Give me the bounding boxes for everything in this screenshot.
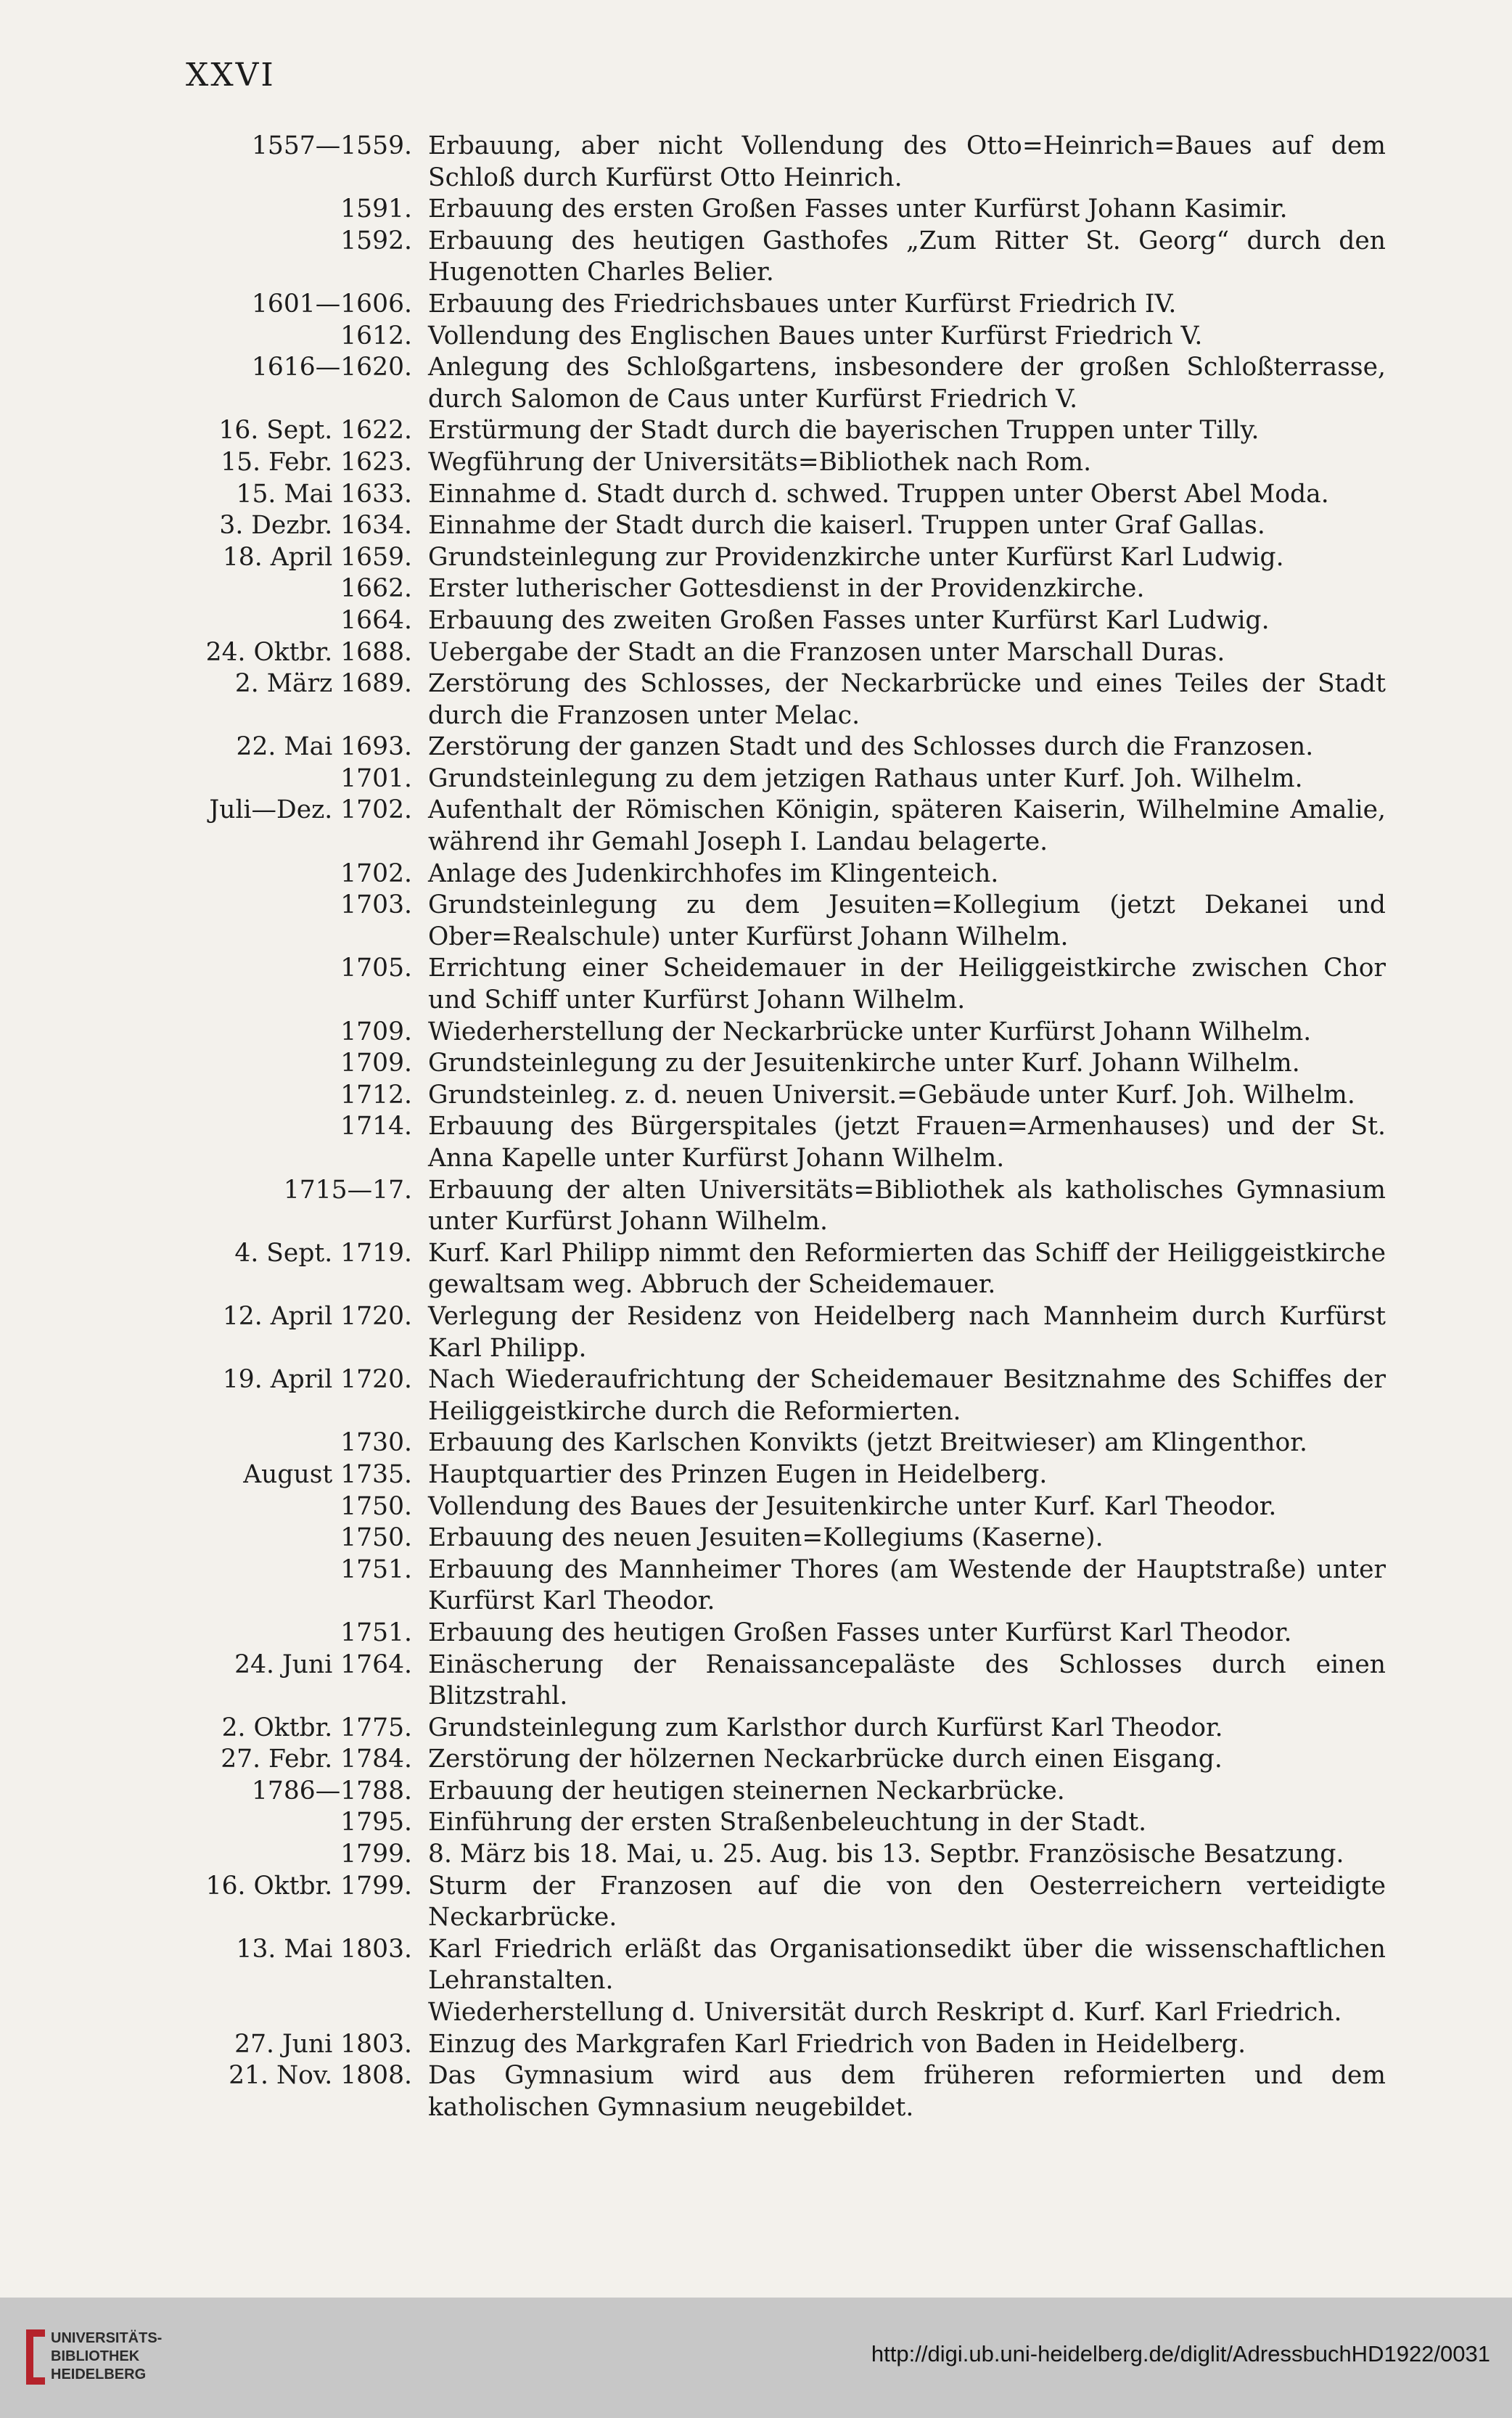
chronology-entry (167, 1175, 1386, 1238)
entry-date: 1715—17. (283, 1175, 412, 1205)
chronology-entry (167, 1080, 1386, 1112)
chronology-entry (167, 1713, 1386, 1745)
entry-date: 4. Sept. 1719. (234, 1238, 412, 1268)
entry-date: 24. Juni 1764. (234, 1649, 412, 1679)
entry-date: 24. Oktbr. 1688. (205, 637, 412, 667)
entry-date: 1557—1559. (251, 131, 412, 160)
chronology-entry (167, 731, 1386, 763)
chronology-entry (167, 1238, 1386, 1301)
entry-text: Vollendung des Englischen Baues unter Kurfürst Friedrich V. (428, 321, 1203, 351)
chronology-entry (167, 447, 1386, 479)
entry-text: Erbauung, aber nicht Vollendung des Otto=Heinrich=Baues auf dem Schloß durch Kurfürst Otto Heinrich. (428, 131, 1386, 192)
entry-text: Einzug des Markgrafen Karl Friedrich von Baden in Heidelberg. (428, 2029, 1246, 2059)
entry-text: Grundsteinleg. z. d. neuen Universit.=Gebäude unter Kurf. Joh. Wilhelm. (428, 1080, 1355, 1110)
chronology-entry (167, 415, 1386, 447)
chronology-entry (167, 763, 1386, 795)
entry-date: 16. Oktbr. 1799. (205, 1871, 412, 1901)
entry-date: 15. Mai 1633. (236, 479, 412, 509)
entry-date: 3. Dezbr. 1634. (219, 511, 412, 541)
entry-date: 13. Mai 1803. (236, 1934, 412, 1964)
entry-text: Einnahme der Stadt durch die kaiserl. Truppen unter Graf Gallas. (428, 511, 1265, 541)
entry-date: 2. Oktbr. 1775. (221, 1713, 412, 1742)
entry-text: Erbauung des zweiten Großen Fasses unter Kurfürst Karl Ludwig. (428, 605, 1270, 635)
entry-text: Karl Friedrich erläßt das Organisationsedikt über die wissenschaftlichen Lehranstalten. (428, 1934, 1386, 1996)
entry-date: 1751. (340, 1618, 412, 1647)
entry-date: 1703. (340, 890, 412, 920)
entry-text: Grundsteinlegung zu der Jesuitenkirche unter Kurf. Johann Wilhelm. (428, 1049, 1300, 1078)
chronology-entry (167, 1934, 1386, 1997)
entry-date: 18. April 1659. (222, 542, 412, 572)
entry-text: Verlegung der Residenz von Heidelberg nach Mannheim durch Kurfürst Karl Philipp. (428, 1301, 1386, 1363)
entry-date: 27. Juni 1803. (234, 2029, 412, 2059)
chronology-entry (167, 2029, 1386, 2061)
entry-text: Hauptquartier des Prinzen Eugen in Heidelberg. (428, 1459, 1048, 1489)
entry-date: 1795. (340, 1808, 412, 1837)
chronology-entry (167, 1618, 1386, 1649)
entry-text: Wiederherstellung d. Universität durch Reskript d. Kurf. Karl Friedrich. (428, 1998, 1342, 2028)
entry-text: Grundsteinlegung zu dem jetzigen Rathaus unter Kurf. Joh. Wilhelm. (428, 763, 1303, 793)
entry-date: 1664. (340, 605, 412, 635)
entry-date: 1709. (340, 1017, 412, 1046)
entry-text: Anlage des Judenkirchhofes im Klingenteich. (428, 858, 999, 888)
entry-date: August 1735. (243, 1459, 412, 1489)
chronology-entry (167, 1491, 1386, 1523)
chronology-entry (167, 479, 1386, 511)
entry-date: 22. Mai 1693. (236, 732, 412, 762)
chronology-entry (167, 1839, 1386, 1871)
entry-text: Erbauung des Mannheimer Thores (am Westende der Hauptstraße) unter Kurfürst Karl Theodor. (428, 1554, 1386, 1616)
chronology-entry (167, 1048, 1386, 1080)
chronology-entry (167, 1017, 1386, 1049)
institution-line: BIBLIOTHEK (51, 2348, 140, 2364)
chronology-entry (167, 795, 1386, 858)
entry-text: Aufenthalt der Römischen Königin, späteren Kaiserin, Wilhelmine Amalie, während ihr Gemahl Joseph I. Landau belagerte. (428, 795, 1386, 857)
entry-text: Zerstörung der ganzen Stadt und des Schlosses durch die Franzosen. (428, 732, 1314, 762)
source-url-link[interactable]: http://digi.ub.uni-heidelberg.de/diglit/AdressbuchHD1922/0031 (871, 2341, 1490, 2366)
chronology-entry (167, 1459, 1386, 1491)
institution-line: UNIVERSITÄTS- (51, 2330, 163, 2346)
entry-text: Einnahme d. Stadt durch d. schwed. Truppen unter Oberst Abel Moda. (428, 479, 1329, 509)
chronology-entry (167, 1522, 1386, 1554)
chronology-entry (167, 1997, 1386, 2029)
chronology-entry (167, 510, 1386, 542)
entry-date: 19. April 1720. (222, 1365, 412, 1395)
entry-text: Errichtung einer Scheidemauer in der Heiliggeistkirche zwischen Chor und Schiff unter Kurfürst Johann Wilhelm. (428, 954, 1386, 1015)
chronology-entry (167, 1649, 1386, 1713)
entry-text: Sturm der Franzosen auf die von den Oesterreichern verteidigte Neckarbrücke. (428, 1871, 1386, 1933)
chronology-entry (167, 1427, 1386, 1459)
entry-date: 1730. (340, 1428, 412, 1458)
institution-line: HEIDELBERG (51, 2366, 147, 2382)
entry-text: Erbauung des heutigen Gasthofes „Zum Ritter St. Georg“ durch den Hugenotten Charles Belier. (428, 226, 1386, 287)
entry-text: Wiederherstellung der Neckarbrücke unter Kurfürst Johann Wilhelm. (428, 1017, 1312, 1046)
entry-date: 1662. (340, 574, 412, 604)
entry-date: 1592. (340, 226, 412, 255)
chronology-entry (167, 668, 1386, 731)
entry-text: Erbauung des heutigen Großen Fasses unter Kurfürst Karl Theodor. (428, 1618, 1292, 1647)
entry-date: 1616—1620. (251, 353, 412, 382)
entry-text: Erster lutherischer Gottesdienst in der Providenzkirche. (428, 574, 1145, 604)
chronology-entry (167, 1776, 1386, 1808)
entry-text: Das Gymnasium wird aus dem früheren reformierten und dem katholischen Gymnasium neugebildet. (428, 2061, 1386, 2122)
entry-text: Wegführung der Universitäts=Bibliothek nach Rom. (428, 447, 1092, 477)
chronology-entry (167, 637, 1386, 669)
entry-date: 1750. (340, 1523, 412, 1553)
entry-text: Erbauung des Friedrichsbaues unter Kurfürst Friedrich IV. (428, 289, 1177, 319)
entry-text: 8. März bis 18. Mai, u. 25. Aug. bis 13. Septbr. Französische Besatzung. (428, 1840, 1344, 1869)
entry-date: 12. April 1720. (222, 1301, 412, 1331)
entry-date: 1714. (340, 1112, 412, 1142)
chronology-entry (167, 352, 1386, 415)
chronology-entry (167, 1871, 1386, 1934)
entry-date: 1709. (340, 1049, 412, 1078)
chronology-entry (167, 1807, 1386, 1839)
chronology-entry (167, 1111, 1386, 1174)
entry-date: 15. Febr. 1623. (221, 447, 412, 477)
entry-text: Erbauung der alten Universitäts=Bibliothek als katholisches Gymnasium unter Kurfürst Johann Wilhelm. (428, 1175, 1386, 1237)
chronology-entry (167, 1554, 1386, 1618)
chronology-entry (167, 1364, 1386, 1427)
entry-text: Einäscherung der Renaissancepaläste des Schlosses durch einen Blitzstrahl. (428, 1649, 1386, 1711)
page-number: XXVI (186, 57, 276, 94)
chronology-entry (167, 321, 1386, 353)
entry-date: 1601—1606. (251, 289, 412, 319)
chronology-entry (167, 1301, 1386, 1364)
chronology-entry (167, 194, 1386, 226)
chronology-entry (167, 289, 1386, 321)
entry-text: Kurf. Karl Philipp nimmt den Reformierten das Schiff der Heiliggeistkirche gewaltsam weg. Abbruch der Scheidemauer. (428, 1238, 1386, 1300)
entry-text: Zerstörung des Schlosses, der Neckarbrücke und eines Teiles der Stadt durch die Franzosen unter Melac. (428, 669, 1386, 730)
entry-date: 1591. (340, 194, 412, 224)
entry-text: Erbauung des Bürgerspitales (jetzt Frauen=Armenhauses) und der St. Anna Kapelle unter Kurfürst Johann Wilhelm. (428, 1112, 1386, 1173)
entry-text: Vollendung des Baues der Jesuitenkirche unter Kurf. Karl Theodor. (428, 1491, 1277, 1521)
chronology-entry (167, 890, 1386, 953)
entry-text: Anlegung des Schloßgartens, insbesondere der großen Schloßterrasse, durch Salomon de Caus unter Kurfürst Friedrich V. (428, 353, 1386, 414)
entry-text: Erbauung des Karlschen Konvikts (jetzt Breitwieser) am Klingenthor. (428, 1428, 1307, 1458)
entry-text: Erbauung des ersten Großen Fasses unter Kurfürst Johann Kasimir. (428, 194, 1288, 224)
chronology-entry (167, 542, 1386, 574)
entry-date: 21. Nov. 1808. (229, 2061, 412, 2091)
chronology-entry (167, 131, 1386, 194)
chronology-entry (167, 2060, 1386, 2123)
entry-date: 16. Sept. 1622. (218, 416, 412, 446)
entry-date: 1701. (340, 763, 412, 793)
chronology-entry (167, 1744, 1386, 1776)
entry-date: 1705. (340, 954, 412, 983)
footer-bar (0, 2298, 1512, 2418)
entry-date: 27. Febr. 1784. (221, 1745, 412, 1774)
chronology-entry (167, 573, 1386, 605)
entry-date: 1751. (340, 1554, 412, 1584)
entry-text: Einführung der ersten Straßenbeleuchtung in der Stadt. (428, 1808, 1147, 1837)
entry-text: Grundsteinlegung zu dem Jesuiten=Kollegium (jetzt Dekanei und Ober=Realschule) unter Kurfürst Johann Wilhelm. (428, 890, 1386, 951)
entry-text: Erstürmung der Stadt durch die bayerischen Truppen unter Tilly. (428, 416, 1260, 446)
entry-date: 2. März 1689. (234, 669, 412, 699)
entry-text: Grundsteinlegung zur Providenzkirche unter Kurfürst Karl Ludwig. (428, 542, 1284, 572)
entry-date: 1786—1788. (251, 1776, 412, 1806)
entry-date: 1702. (340, 858, 412, 888)
entry-date: 1712. (340, 1080, 412, 1110)
entry-text: Erbauung der heutigen steinernen Neckarbrücke. (428, 1776, 1065, 1806)
chronology-entry (167, 605, 1386, 637)
entry-text: Uebergabe der Stadt an die Franzosen unter Marschall Duras. (428, 637, 1225, 667)
entry-date: Juli—Dez. 1702. (209, 795, 412, 825)
chronology-entry (167, 953, 1386, 1016)
entry-date: 1750. (340, 1491, 412, 1521)
chronology-entry (167, 858, 1386, 890)
entry-text: Nach Wiederaufrichtung der Scheidemauer Besitznahme des Schiffes der Heiliggeistkirche durch die Reformierten. (428, 1365, 1386, 1426)
chronology-entry (167, 226, 1386, 289)
entry-text: Erbauung des neuen Jesuiten=Kollegiums (Kaserne). (428, 1523, 1104, 1553)
entry-date: 1799. (340, 1840, 412, 1869)
chronology-list (167, 131, 1386, 2123)
entry-date: 1612. (340, 321, 412, 351)
entry-text: Zerstörung der hölzernen Neckarbrücke durch einen Eisgang. (428, 1745, 1223, 1774)
institution-name (51, 2329, 162, 2384)
entry-text: Grundsteinlegung zum Karlsthor durch Kurfürst Karl Theodor. (428, 1713, 1223, 1742)
